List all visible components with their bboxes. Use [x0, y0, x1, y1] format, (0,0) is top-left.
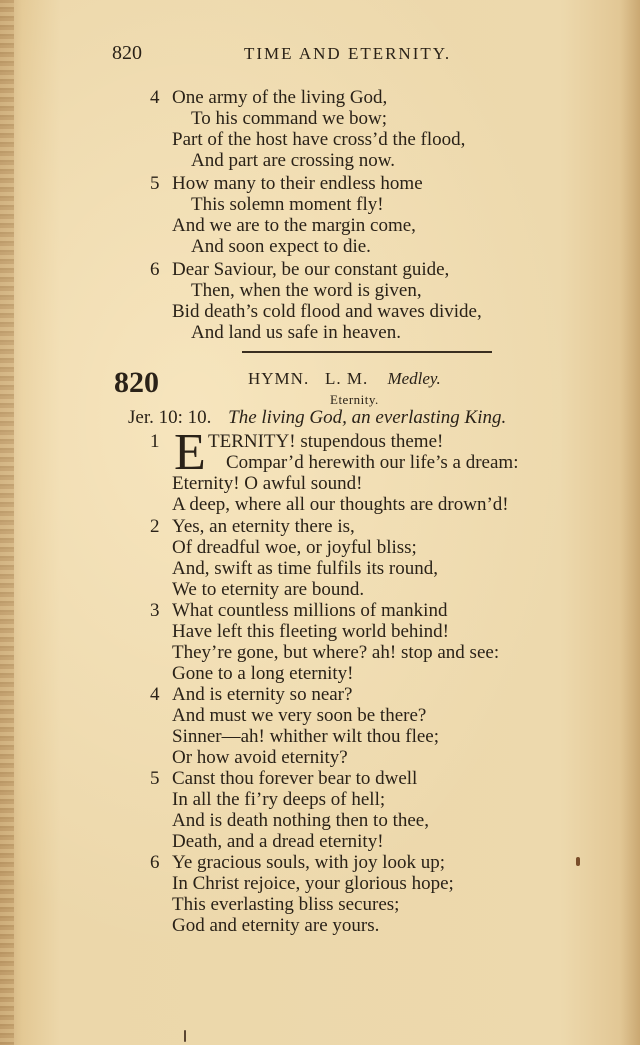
stanza-number: 6	[150, 852, 160, 873]
hymn-title: HYMN. L. M.	[248, 369, 369, 388]
hymn-number: 820	[114, 366, 159, 399]
verse-line: In all the fi’ry deeps of hell;	[172, 789, 386, 810]
stanza-number: 4	[150, 87, 160, 108]
stanza-number: 5	[150, 173, 160, 194]
verse-line: God and eternity are yours.	[172, 915, 380, 936]
verse-line: Death, and a dread eternity!	[172, 831, 384, 852]
verse-line: This everlasting bliss secures;	[172, 894, 400, 915]
verse-line: And land us safe in heaven.	[191, 322, 401, 343]
hymn-tune: Medley.	[387, 369, 441, 388]
stanza-number: 2	[150, 516, 160, 537]
verse-line: And is eternity so near?	[172, 684, 353, 705]
reference-citation: Jer. 10: 10.	[128, 407, 212, 428]
stanza-number: 5	[150, 768, 160, 789]
verse-line: One army of the living God,	[172, 87, 388, 108]
hymn-heading	[248, 369, 441, 389]
verse-line: And, swift as time fulfils its round,	[172, 558, 438, 579]
verse-line: Of dreadful woe, or joyful bliss;	[172, 537, 417, 558]
verse-line: To his command we bow;	[191, 108, 388, 129]
verse-line: And soon expect to die.	[191, 236, 371, 257]
stanza-number: 3	[150, 600, 160, 621]
verse-line: And we are to the margin come,	[172, 215, 416, 236]
verse-line: Canst thou forever bear to dwell	[172, 768, 418, 789]
drop-cap: E	[174, 424, 206, 481]
stanza-number: 1	[150, 431, 160, 452]
verse-line: Eternity! O awful sound!	[172, 473, 363, 494]
verse-line: In Christ rejoice, your glorious hope;	[172, 873, 454, 894]
verse-line: Have left this fleeting world behind!	[172, 621, 450, 642]
verse-line: Dear Saviour, be our constant guide,	[172, 259, 450, 280]
running-title: TIME AND ETERNITY.	[244, 44, 452, 63]
ink-spot	[184, 1030, 186, 1042]
verse-line: How many to their endless home	[172, 173, 423, 194]
stanza-number: 4	[150, 684, 160, 705]
verse-line: This solemn moment fly!	[191, 194, 384, 215]
verse-line: And is death nothing then to thee,	[172, 810, 429, 831]
verse-line: Ye gracious souls, with joy look up;	[172, 852, 446, 873]
verse-line: Then, when the word is given,	[191, 280, 422, 301]
verse-line: And part are crossing now.	[191, 150, 396, 171]
verse-line: Bid death’s cold flood and waves divide,	[172, 301, 482, 322]
page-number: 820	[112, 42, 142, 64]
verse-line: Or how avoid eternity?	[172, 747, 348, 768]
hymn-subtitle: Eternity.	[330, 392, 379, 407]
verse-line: Gone to a long eternity!	[172, 663, 354, 684]
verse-line: Part of the host have cross’d the flood,	[172, 129, 466, 150]
verse-line: We to eternity are bound.	[172, 579, 365, 600]
section-divider	[242, 351, 492, 353]
verse-line: Compar’d herewith our life’s a dream:	[226, 452, 519, 473]
verse-line: They’re gone, but where? ah! stop and see:	[172, 642, 500, 663]
stanza-number: 6	[150, 259, 160, 280]
verse-line: TERNITY! stupendous theme!	[208, 431, 444, 452]
reference-text: The living God, an everlasting King.	[228, 407, 507, 428]
verse-line: A deep, where all our thoughts are drown’d!	[172, 494, 509, 515]
page-edge	[0, 0, 14, 1045]
ink-spot	[576, 857, 580, 866]
verse-line: Sinner—ah! whither wilt thou flee;	[172, 726, 439, 747]
verse-line: What countless millions of mankind	[172, 600, 448, 621]
verse-line: And must we very soon be there?	[172, 705, 427, 726]
verse-line: Yes, an eternity there is,	[172, 516, 355, 537]
